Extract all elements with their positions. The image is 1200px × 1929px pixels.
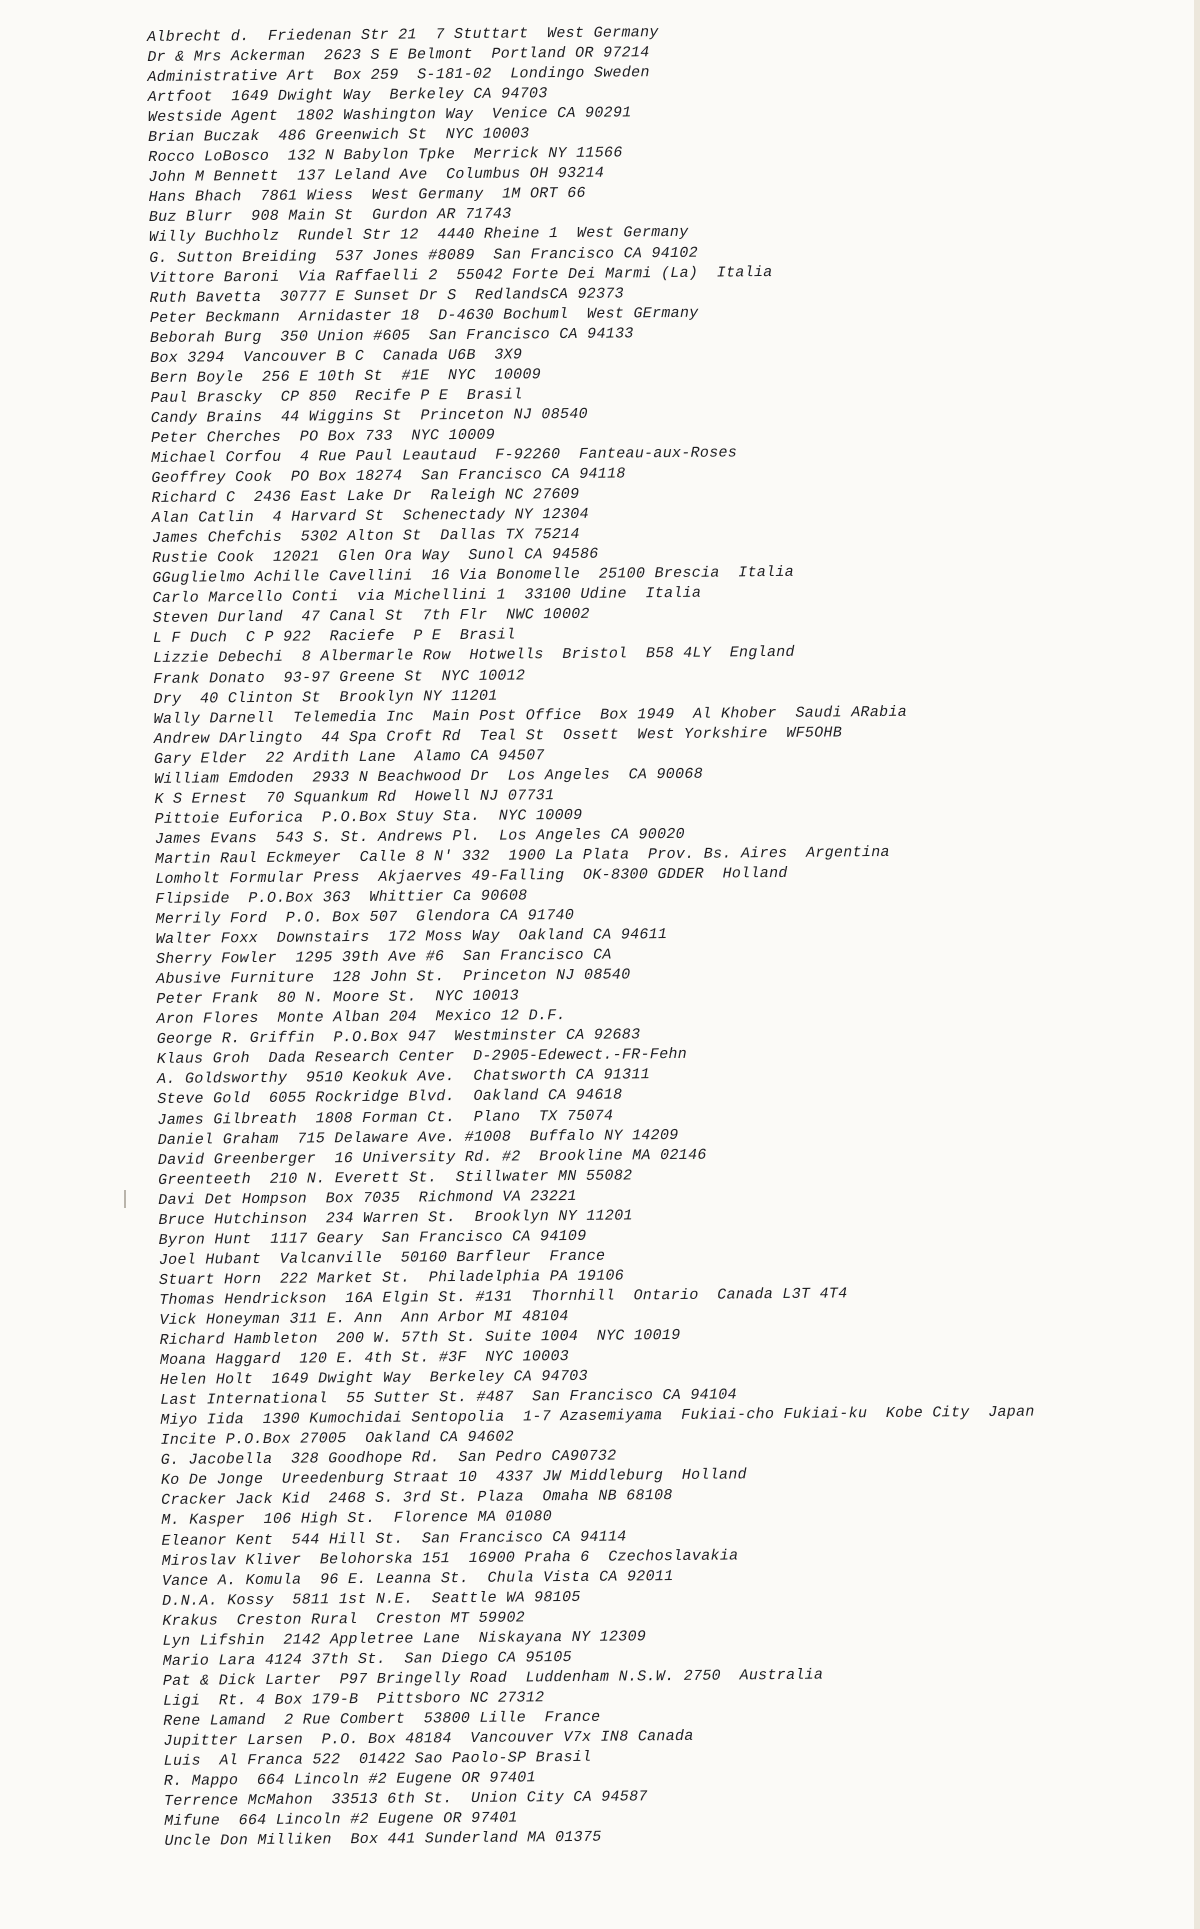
address-entry: David Greenberger 16 University Rd. #2 Brookline MA 02146: [157, 1146, 707, 1169]
address-entry: Klaus Groh Dada Research Center D-2905-Edewect.-FR-Fehn: [156, 1046, 688, 1069]
address-entry: Last International 55 Sutter St. #487 San Francisco CA 94104: [160, 1386, 737, 1410]
address-entry: George R. Griffin P.O.Box 947 Westminster CA 92683: [156, 1026, 641, 1049]
address-entry: M. Kasper 106 High St. Florence MA 01080: [161, 1508, 553, 1530]
address-entry: Peter Cherches PO Box 733 NYC 10009: [150, 426, 496, 447]
address-entry: Gary Elder 22 Ardith Lane Alamo CA 94507: [153, 746, 545, 768]
address-entry: Lomholt Formular Press Akjaerves 49-Falling OK-8300 GDDER Holland: [155, 864, 788, 888]
address-entry: Rustie Cook 12021 Glen Ora Way Sunol CA 94586: [152, 545, 599, 568]
stray-pen-mark: [124, 1190, 126, 1208]
address-list: [147, 18, 1174, 1852]
address-entry: Lyn Lifshin 2142 Appletree Lane Niskayana NY 12309: [162, 1628, 647, 1650]
address-entry: Merrily Ford P.O. Box 507 Glendora CA 91740: [155, 907, 575, 929]
address-entry: Ruth Bavetta 30777 E Sunset Dr S RedlandsCA 92373: [149, 285, 625, 307]
address-entry: Uncle Don Milliken Box 441 Sunderland MA 01375: [164, 1828, 602, 1851]
address-entry: GGuglielmo Achille Cavellini 16 Via Bonomelle 25100 Brescia Italia: [152, 564, 795, 588]
address-entry: Mifune 664 Lincoln #2 Eugene OR 97401: [164, 1809, 518, 1831]
address-entry: Buz Blurr 908 Main St Gurdon AR 71743: [148, 205, 512, 227]
address-entry: Steve Gold 6055 Rockridge Blvd. Oakland CA 94618: [157, 1086, 623, 1109]
address-entry: Joel Hubant Valcanville 50160 Barfleur France: [158, 1247, 606, 1269]
address-entry: Paul Brascky CP 850 Recife P E Brasil: [150, 386, 523, 407]
address-entry: Sherry Fowler 1295 39th Ave #6 San Francisco CA: [155, 946, 612, 969]
address-entry: G. Jacobella 328 Goodhope Rd. San Pedro CA90732: [160, 1447, 617, 1470]
address-entry: D.N.A. Kossy 5811 1st N.E. Seattle WA 98105: [162, 1588, 581, 1610]
address-entry: Candy Brains 44 Wiggins St Princeton NJ 08540: [150, 405, 588, 427]
address-entry: Frank Donato 93-97 Greene St NYC 10012: [153, 666, 526, 688]
address-entry: Bruce Hutchinson 234 Warren St. Brooklyn NY 11201: [158, 1207, 633, 1229]
address-entry: Steven Durland 47 Canal St 7th Flr NWC 10002: [152, 606, 590, 628]
address-entry: Greenteeth 210 N. Everett St. Stillwater MN 55082: [157, 1167, 633, 1189]
address-entry: Eleanor Kent 544 Hill St. San Francisco CA 94114: [161, 1527, 627, 1550]
address-entry: Miyo Iida 1390 Kumochidai Sentopolia 1-7 Azasemiyama Fukiai-cho Fukiai-ku Kobe City Japan: [160, 1403, 1035, 1430]
address-entry: Ko De Jonge Ureedenburg Straat 10 4337 JW Middleburg Holland: [160, 1466, 748, 1490]
address-entry: Dr & Mrs Ackerman 2623 S E Belmont Portland OR 97214: [147, 44, 650, 67]
address-entry: Ligi Rt. 4 Box 179-B Pittsboro NC 27312: [162, 1689, 545, 1710]
address-entry: Beborah Burg 350 Union #605 San Francisco CA 94133: [149, 325, 634, 347]
address-entry: Hans Bhach 7861 Wiess West Germany 1M ORT 66: [148, 185, 586, 207]
address-entry: Cracker Jack Kid 2468 S. 3rd St. Plaza Omaha NB 68108: [161, 1487, 673, 1510]
address-entry: Bern Boyle 256 E 10th St #1E NYC 10009: [150, 366, 542, 387]
address-entry: John M Bennett 137 Leland Ave Columbus OH 93214: [148, 164, 605, 187]
address-entry: Richard Hambleton 200 W. 57th St. Suite 1004 NYC 10019: [159, 1326, 681, 1349]
address-entry: Rocco LoBosco 132 N Babylon Tpke Merrick NY 11566: [148, 144, 623, 167]
address-entry: Andrew DArlingto 44 Spa Croft Rd Teal St Ossett West Yorkshire WF5OHB: [153, 724, 843, 748]
address-entry: K S Ernest 70 Squankum Rd Howell NJ 07731: [154, 786, 555, 808]
address-entry: R. Mappo 664 Lincoln #2 Eugene OR 97401: [163, 1769, 536, 1790]
address-entry: L F Duch C P 922 Raciefe P E Brasil: [152, 626, 516, 648]
address-entry: James Chefchis 5302 Alton St Dallas TX 75214: [151, 526, 580, 548]
address-entry: Pittoie Euforica P.O.Box Stuy Sta. NYC 10009: [154, 806, 583, 828]
address-entry: Martin Raul Eckmeyer Calle 8 N' 332 1900 La Plata Prov. Bs. Aires Argentina: [154, 843, 890, 868]
address-entry: Davi Det Hompson Box 7035 Richmond VA 23221: [158, 1187, 577, 1209]
address-entry: Albrecht d. Friedenan Str 21 7 Stuttart West Germany: [147, 24, 659, 46]
address-entry: Mario Lara 4124 37th St. San Diego CA 95105: [162, 1648, 573, 1670]
address-entry: Rene Lamand 2 Rue Combert 53800 Lille France: [163, 1708, 601, 1730]
address-entry: Miroslav Kliver Belohorska 151 16900 Praha 6 Czechoslavakia: [161, 1546, 739, 1570]
address-entry: Willy Buchholz Rundel Str 12 4440 Rheine 1 West Germany: [148, 224, 689, 247]
address-entry: Carlo Marcello Conti via Michellini 1 33100 Udine Italia: [152, 585, 702, 608]
address-entry: Flipside P.O.Box 363 Whittier Ca 90608: [155, 887, 528, 908]
address-entry: Dry 40 Clinton St Brooklyn NY 11201: [153, 687, 498, 708]
address-entry: William Emdoden 2933 N Beachwood Dr Los Angeles CA 90068: [154, 765, 704, 788]
address-entry: Stuart Horn 222 Market St. Philadelphia PA 19106: [158, 1267, 625, 1289]
address-entry: Vittore Baroni Via Raffaelli 2 55042 Forte Dei Marmi (La) Italia: [149, 263, 773, 287]
address-entry: Krakus Creston Rural Creston MT 59902: [162, 1609, 526, 1630]
address-entry: Alan Catlin 4 Harvard St Schenectady NY 12304: [151, 505, 589, 528]
address-entry: Brian Buczak 486 Greenwich St NYC 10003: [147, 125, 530, 147]
address-entry: Vick Honeyman 311 E. Ann Ann Arbor MI 48104: [159, 1308, 569, 1329]
address-entry: A. Goldsworthy 9510 Keokuk Ave. Chatsworth CA 91311: [157, 1066, 651, 1089]
address-entry: Byron Hunt 1117 Geary San Francisco CA 94109: [158, 1227, 587, 1249]
address-entry: Westside Agent 1802 Washington Way Venice CA 90291: [147, 104, 632, 127]
address-entry: James Gilbreath 1808 Forman Ct. Plano TX 75074: [157, 1107, 614, 1129]
address-entry: Wally Darnell Telemedia Inc Main Post Office Box 1949 Al Khober Saudi ARabia: [153, 703, 908, 728]
address-entry: Moana Haggard 120 E. 4th St. #3F NYC 10003: [159, 1348, 570, 1370]
address-entry: Abusive Furniture 128 John St. Princeton NJ 08540: [156, 966, 631, 989]
address-entry: Daniel Graham 715 Delaware Ave. #1008 Buffalo NY 14209: [157, 1126, 679, 1149]
address-entry: Richard C 2436 East Lake Dr Raleigh NC 27609: [151, 485, 580, 508]
address-entry: Jupitter Larsen P.O. Box 48184 Vancouver V7x IN8 Canada: [163, 1727, 694, 1750]
address-entry: Artfoot 1649 Dwight Way Berkeley CA 94703: [147, 85, 548, 107]
address-entry: Terrence McMahon 33513 6th St. Union City CA 94587: [163, 1788, 648, 1811]
page-right-edge: [1194, 0, 1200, 1929]
address-entry: Helen Holt 1649 Dwight Way Berkeley CA 94703: [159, 1367, 588, 1390]
address-entry: Pat & Dick Larter P97 Bringelly Road Luddenham N.S.W. 2750 Australia: [162, 1666, 824, 1690]
address-entry: Incite P.O.Box 27005 Oakland CA 94602: [160, 1428, 515, 1450]
address-entry: Walter Foxx Downstairs 172 Moss Way Oakland CA 94611: [155, 926, 668, 949]
address-entry: Peter Frank 80 N. Moore St. NYC 10013: [156, 987, 520, 1009]
address-entry: Thomas Hendrickson 16A Elgin St. #131 Thornhill Ontario Canada L3T 4T4: [159, 1285, 848, 1309]
address-entry: Luis Al Franca 522 01422 Sao Paolo-SP Brasil: [163, 1748, 592, 1770]
address-entry: Administrative Art Box 259 S-181-02 Londingo Sweden: [147, 64, 650, 87]
address-entry: G. Sutton Breiding 537 Jones #8089 San Francisco CA 94102: [149, 244, 699, 267]
address-entry: Michael Corfou 4 Rue Paul Leautaud F-92260 Fanteau-aux-Roses: [151, 444, 738, 467]
address-entry: Lizzie Debechi 8 Albermarle Row Hotwells Bristol B58 4LY England: [152, 644, 795, 668]
address-entry: Geoffrey Cook PO Box 18274 San Francisco CA 94118: [151, 465, 626, 488]
address-entry: Aron Flores Monte Alban 204 Mexico 12 D.F.: [156, 1007, 566, 1029]
address-entry: Vance A. Komula 96 E. Leanna St. Chula Vista CA 92011: [161, 1567, 674, 1590]
address-entry: James Evans 543 S. St. Andrews Pl. Los Angeles CA 90020: [154, 825, 686, 848]
address-entry: Peter Beckmann Arnidaster 18 D-4630 Bochuml West GErmany: [149, 304, 699, 327]
address-entry: Box 3294 Vancouver B C Canada U6B 3X9: [150, 346, 523, 367]
